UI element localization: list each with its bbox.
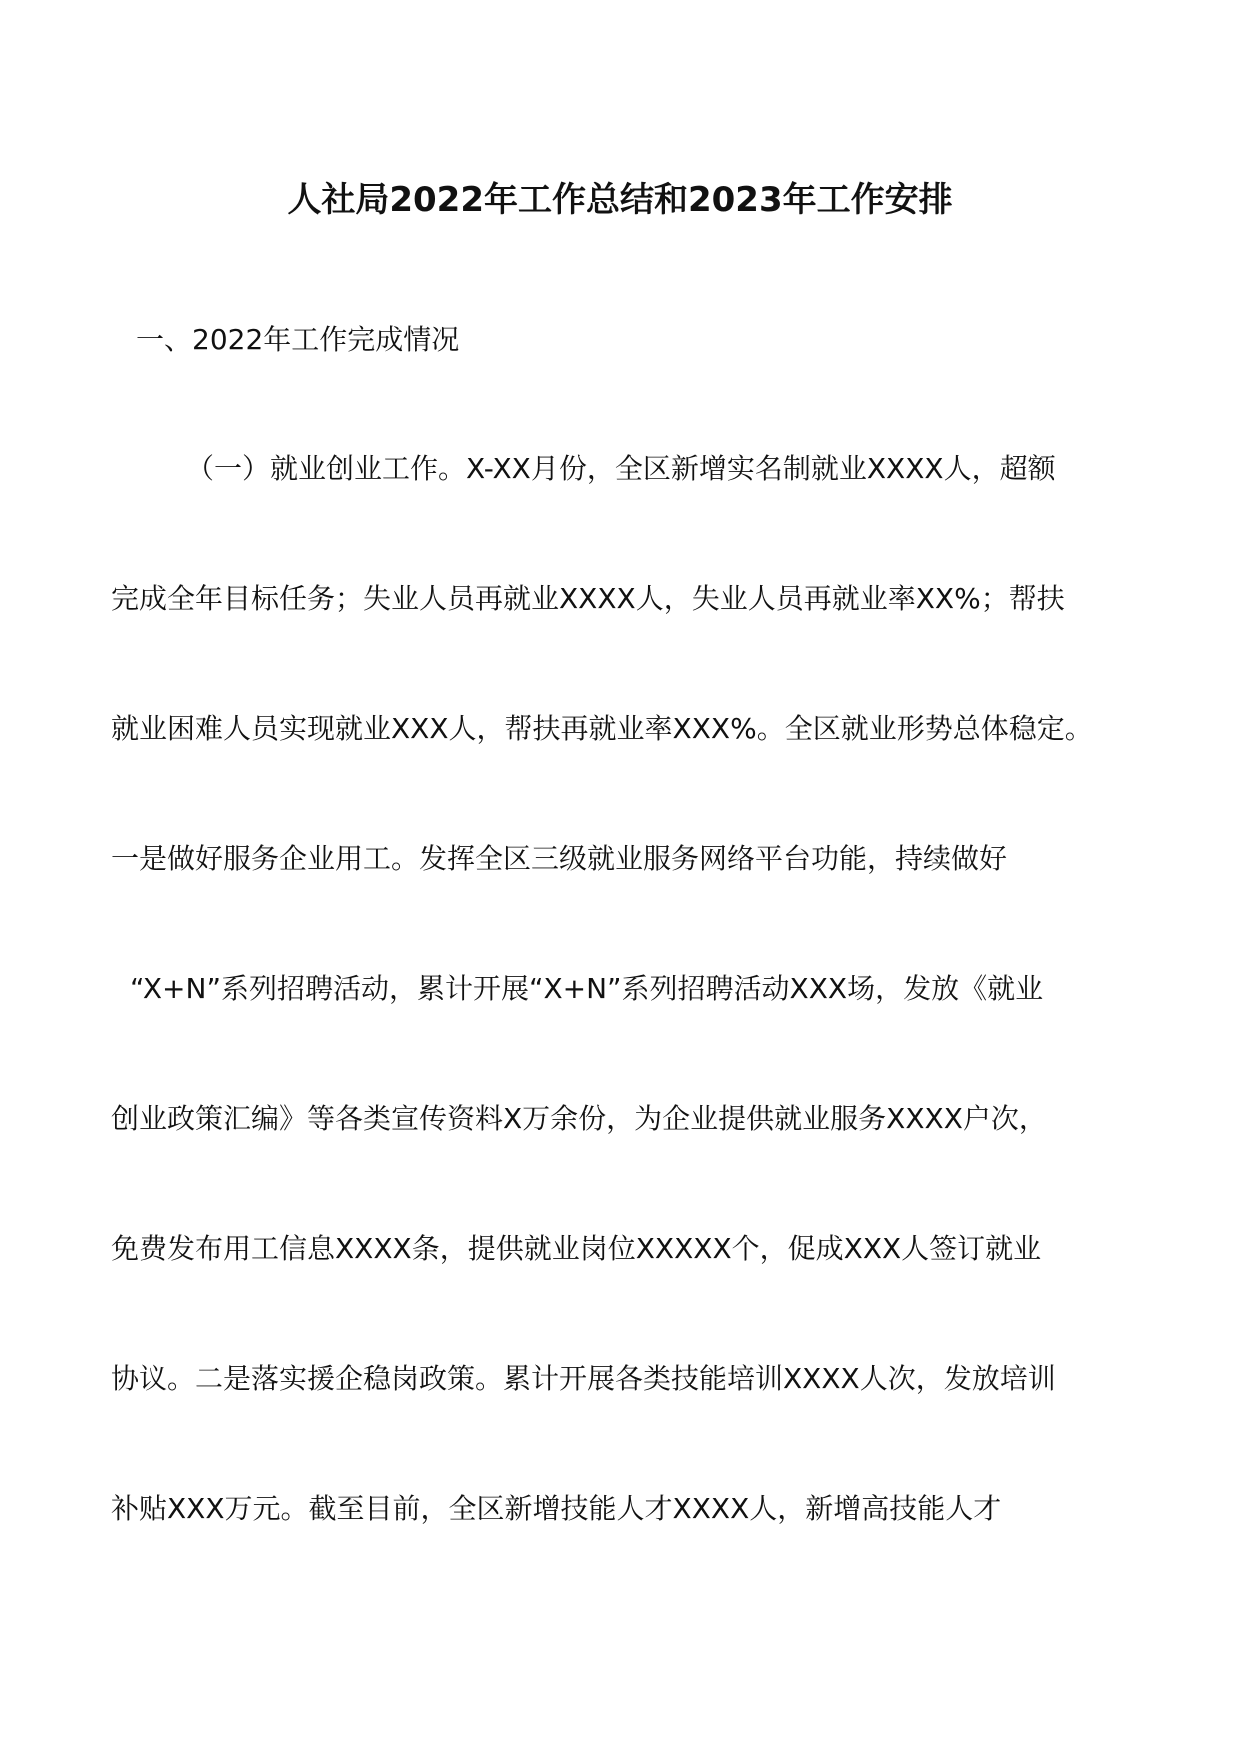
paragraph-line: 补贴XXX万元。截至目前，全区新增技能人才XXXX人，新增高技能人才 bbox=[111, 1492, 1002, 1525]
section-heading: 一、2022年工作完成情况 bbox=[136, 323, 460, 356]
document-title: 人社局2022年工作总结和2023年工作安排 bbox=[287, 180, 953, 220]
paragraph-line: 免费发布用工信息XXXX条，提供就业岗位XXXXX个，促成XXX人签订就业 bbox=[111, 1232, 1042, 1265]
paragraph-line: 一是做好服务企业用工。发挥全区三级就业服务网络平台功能，持续做好 bbox=[111, 842, 1008, 875]
paragraph-line: 完成全年目标任务；失业人员再就业XXXX人，失业人员再就业率XX%；帮扶 bbox=[111, 582, 1065, 615]
paragraph-line: （一）就业创业工作。X-XX月份，全区新增实名制就业XXXX人，超额 bbox=[186, 452, 1056, 485]
paragraph-line: 就业困难人员实现就业XXX人，帮扶再就业率XXX%。全区就业形势总体稳定。 bbox=[111, 712, 1093, 745]
paragraph-line: “X+N”系列招聘活动，累计开展“X+N”系列招聘活动XXX场，发放《就业 bbox=[130, 972, 1044, 1005]
paragraph-line: 创业政策汇编》等各类宣传资料X万余份，为企业提供就业服务XXXX户次， bbox=[111, 1102, 1047, 1135]
paragraph-line: 协议。二是落实援企稳岗政策。累计开展各类技能培训XXXX人次，发放培训 bbox=[111, 1362, 1056, 1395]
